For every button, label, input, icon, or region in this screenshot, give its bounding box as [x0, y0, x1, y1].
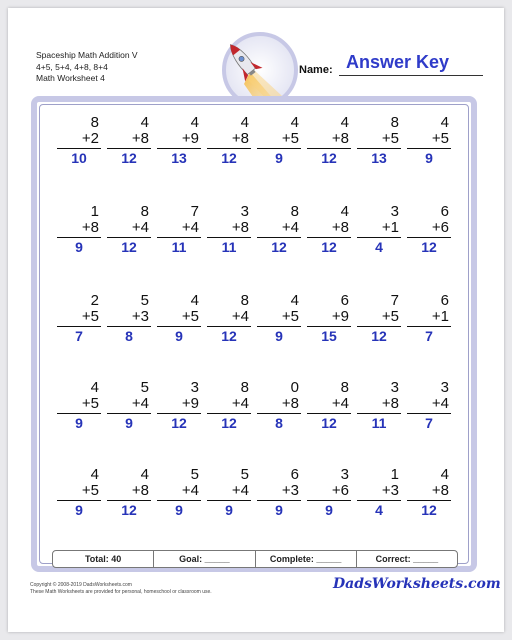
- addition-problem: [157, 204, 201, 255]
- answer: 9: [125, 415, 133, 431]
- answer: 15: [321, 328, 337, 344]
- total-cell: Total: 40: [84, 554, 122, 564]
- addend-top: 3: [240, 203, 249, 220]
- answer: 9: [325, 502, 333, 518]
- sum-rule: [157, 148, 201, 149]
- addition-problem: [407, 380, 451, 431]
- sum-rule: [157, 237, 201, 238]
- answer: 4: [375, 239, 383, 255]
- sum-rule: [407, 326, 451, 327]
- addend-top: 4: [290, 114, 299, 131]
- addend-bottom: +8: [231, 130, 249, 147]
- addition-problem: [307, 380, 351, 431]
- addition-problem: [357, 380, 401, 431]
- answer: 11: [221, 239, 237, 255]
- addition-problem: [307, 293, 351, 344]
- addition-problem: [57, 115, 101, 166]
- addend-bottom: +4: [181, 482, 199, 499]
- addend-top: 5: [190, 466, 199, 483]
- addend-top: 8: [290, 203, 299, 220]
- addition-problem: [407, 293, 451, 344]
- answer: 7: [425, 415, 433, 431]
- worksheet-number: Math Worksheet 4: [36, 73, 105, 83]
- addition-problem: [57, 380, 101, 431]
- answer: 7: [425, 328, 433, 344]
- addend-bottom: +8: [131, 482, 149, 499]
- addition-problem: [207, 293, 251, 344]
- addition-problem: [357, 204, 401, 255]
- copyright-line-1: Copyright © 2008-2019 DadsWorksheets.com: [30, 582, 132, 588]
- addition-problem: [407, 115, 451, 166]
- addend-bottom: +4: [331, 395, 349, 412]
- addend-bottom: +5: [81, 395, 99, 412]
- sum-rule: [307, 326, 351, 327]
- addition-problem: [57, 204, 101, 255]
- addend-bottom: +8: [131, 130, 149, 147]
- answer: 8: [275, 415, 283, 431]
- answer: 12: [271, 239, 287, 255]
- sum-rule: [407, 237, 451, 238]
- answer: 9: [225, 502, 233, 518]
- answer: 7: [75, 328, 83, 344]
- answer: 9: [425, 150, 433, 166]
- answer: 12: [221, 415, 237, 431]
- addend-bottom: +4: [131, 219, 149, 236]
- answer: 12: [121, 239, 137, 255]
- answer: 9: [275, 502, 283, 518]
- sum-rule: [257, 413, 301, 414]
- sum-rule: [257, 148, 301, 149]
- sum-rule: [307, 148, 351, 149]
- addition-problem: [157, 380, 201, 431]
- addition-problem: [157, 467, 201, 518]
- answer: 8: [125, 328, 133, 344]
- addend-bottom: +4: [131, 395, 149, 412]
- answer: 9: [275, 150, 283, 166]
- addition-problem: [207, 204, 251, 255]
- addition-problem: [107, 380, 151, 431]
- addend-bottom: +1: [431, 308, 449, 325]
- sum-rule: [57, 413, 101, 414]
- addend-bottom: +4: [231, 308, 249, 325]
- worksheet-facts: 4+5, 5+4, 4+8, 8+4: [36, 61, 108, 72]
- addition-problem: [307, 467, 351, 518]
- addend-bottom: +8: [281, 395, 299, 412]
- addition-problem: [57, 467, 101, 518]
- sum-rule: [407, 413, 451, 414]
- addend-bottom: +4: [181, 219, 199, 236]
- addend-bottom: +8: [381, 395, 399, 412]
- answer: 9: [75, 502, 83, 518]
- correct-cell: Correct: _____: [356, 551, 457, 567]
- addition-problem: [207, 467, 251, 518]
- addend-top: 4: [140, 114, 149, 131]
- addend-top: 5: [140, 292, 149, 309]
- sum-rule: [357, 237, 401, 238]
- sum-rule: [107, 237, 151, 238]
- answer: 9: [75, 415, 83, 431]
- score-bar: [52, 550, 458, 568]
- addend-top: 8: [140, 203, 149, 220]
- addition-problem: [157, 115, 201, 166]
- addition-problem: [407, 467, 451, 518]
- addend-top: 2: [90, 292, 99, 309]
- addend-top: 3: [390, 203, 399, 220]
- answer: 12: [321, 150, 337, 166]
- addition-problem: [257, 204, 301, 255]
- sum-rule: [107, 413, 151, 414]
- answer: 12: [321, 415, 337, 431]
- addition-problem: [207, 115, 251, 166]
- sum-rule: [257, 326, 301, 327]
- addition-problem: [57, 293, 101, 344]
- addend-bottom: +1: [381, 219, 399, 236]
- addition-problem: [207, 380, 251, 431]
- addend-bottom: +8: [331, 219, 349, 236]
- addend-top: 1: [90, 203, 99, 220]
- sum-rule: [157, 413, 201, 414]
- addition-problem: [157, 293, 201, 344]
- copyright: [30, 582, 212, 595]
- addition-problem: [257, 380, 301, 431]
- addend-bottom: +6: [431, 219, 449, 236]
- sum-rule: [407, 148, 451, 149]
- addend-top: 3: [440, 379, 449, 396]
- addend-top: 4: [90, 379, 99, 396]
- addend-top: 7: [390, 292, 399, 309]
- sum-rule: [207, 326, 251, 327]
- answer: 12: [421, 239, 437, 255]
- addend-top: 8: [240, 292, 249, 309]
- addend-bottom: +5: [81, 482, 99, 499]
- sum-rule: [407, 500, 451, 501]
- sum-rule: [207, 237, 251, 238]
- addend-top: 5: [140, 379, 149, 396]
- worksheet-title: Spaceship Math Addition V: [36, 50, 138, 60]
- addition-problem: [257, 467, 301, 518]
- goal-cell: Goal: _____: [153, 551, 254, 567]
- answer: 9: [175, 328, 183, 344]
- addend-bottom: +3: [281, 482, 299, 499]
- answer: 4: [375, 502, 383, 518]
- answer: 13: [171, 150, 187, 166]
- addition-problem: [357, 467, 401, 518]
- answer: 12: [171, 415, 187, 431]
- copyright-line-2: These Math Worksheets are provided for personal, homeschool or classroom use.: [30, 588, 212, 595]
- answer-key-label: Answer Key: [346, 52, 450, 72]
- addition-problem: [107, 115, 151, 166]
- answer: 12: [221, 150, 237, 166]
- addend-top: 4: [440, 466, 449, 483]
- addend-top: 6: [440, 203, 449, 220]
- addend-top: 8: [240, 379, 249, 396]
- addend-top: 4: [440, 114, 449, 131]
- answer: 12: [321, 239, 337, 255]
- sum-rule: [207, 148, 251, 149]
- sum-rule: [157, 326, 201, 327]
- name-label: Name:: [299, 64, 333, 76]
- addend-bottom: +8: [81, 219, 99, 236]
- addend-bottom: +5: [81, 308, 99, 325]
- addend-top: 8: [340, 379, 349, 396]
- addition-problem: [307, 115, 351, 166]
- addend-bottom: +3: [131, 308, 149, 325]
- addend-top: 4: [190, 292, 199, 309]
- addend-top: 4: [90, 466, 99, 483]
- addend-bottom: +8: [431, 482, 449, 499]
- addend-top: 3: [390, 379, 399, 396]
- answer: 13: [371, 150, 387, 166]
- answer: 12: [421, 502, 437, 518]
- addition-problem: [107, 293, 151, 344]
- site-logo[interactable]: DadsWorksheets.com: [333, 576, 501, 592]
- answer: 12: [371, 328, 387, 344]
- sum-rule: [307, 413, 351, 414]
- sum-rule: [257, 500, 301, 501]
- answer: 10: [71, 150, 87, 166]
- sum-rule: [57, 326, 101, 327]
- addition-problem: [257, 293, 301, 344]
- addend-top: 4: [340, 203, 349, 220]
- addend-top: 4: [290, 292, 299, 309]
- addend-top: 4: [190, 114, 199, 131]
- addend-top: 3: [190, 379, 199, 396]
- sum-rule: [107, 148, 151, 149]
- addition-problem: [257, 115, 301, 166]
- addend-top: 5: [240, 466, 249, 483]
- addend-top: 0: [290, 379, 299, 396]
- addend-bottom: +4: [281, 219, 299, 236]
- answer: 11: [171, 239, 187, 255]
- addend-bottom: +5: [181, 308, 199, 325]
- addend-top: 7: [190, 203, 199, 220]
- sum-rule: [207, 413, 251, 414]
- answer: 12: [121, 502, 137, 518]
- addend-bottom: +4: [231, 395, 249, 412]
- answer: 9: [275, 328, 283, 344]
- addend-bottom: +8: [331, 130, 349, 147]
- sum-rule: [157, 500, 201, 501]
- sum-rule: [57, 500, 101, 501]
- addend-top: 3: [340, 466, 349, 483]
- addend-top: 4: [140, 466, 149, 483]
- sum-rule: [357, 326, 401, 327]
- addend-top: 1: [390, 466, 399, 483]
- sum-rule: [207, 500, 251, 501]
- addition-problem: [357, 293, 401, 344]
- addend-top: 4: [240, 114, 249, 131]
- addition-problem: [107, 467, 151, 518]
- addition-problem: [407, 204, 451, 255]
- addend-bottom: +6: [331, 482, 349, 499]
- sum-rule: [357, 413, 401, 414]
- complete-cell: Complete: _____: [255, 551, 356, 567]
- answer: 12: [121, 150, 137, 166]
- addend-top: 6: [290, 466, 299, 483]
- addend-bottom: +9: [181, 395, 199, 412]
- addend-bottom: +4: [431, 395, 449, 412]
- answer: 12: [221, 328, 237, 344]
- sum-rule: [257, 237, 301, 238]
- answer: 11: [371, 415, 387, 431]
- addend-bottom: +5: [281, 308, 299, 325]
- addend-bottom: +9: [331, 308, 349, 325]
- sum-rule: [57, 148, 101, 149]
- addend-top: 8: [390, 114, 399, 131]
- addend-bottom: +5: [431, 130, 449, 147]
- sum-rule: [57, 237, 101, 238]
- sum-rule: [107, 500, 151, 501]
- addend-bottom: +2: [81, 130, 99, 147]
- sum-rule: [357, 148, 401, 149]
- sum-rule: [357, 500, 401, 501]
- addend-top: 4: [340, 114, 349, 131]
- addend-bottom: +5: [281, 130, 299, 147]
- sum-rule: [307, 500, 351, 501]
- addition-problem: [357, 115, 401, 166]
- addition-problem: [107, 204, 151, 255]
- answer: 9: [75, 239, 83, 255]
- addend-bottom: +5: [381, 308, 399, 325]
- addition-problem: [307, 204, 351, 255]
- sum-rule: [307, 237, 351, 238]
- addend-bottom: +8: [231, 219, 249, 236]
- addend-top: 6: [340, 292, 349, 309]
- addend-top: 6: [440, 292, 449, 309]
- addend-bottom: +4: [231, 482, 249, 499]
- addend-bottom: +9: [181, 130, 199, 147]
- addend-bottom: +3: [381, 482, 399, 499]
- answer: 9: [175, 502, 183, 518]
- sum-rule: [107, 326, 151, 327]
- addend-bottom: +5: [381, 130, 399, 147]
- addend-top: 8: [90, 114, 99, 131]
